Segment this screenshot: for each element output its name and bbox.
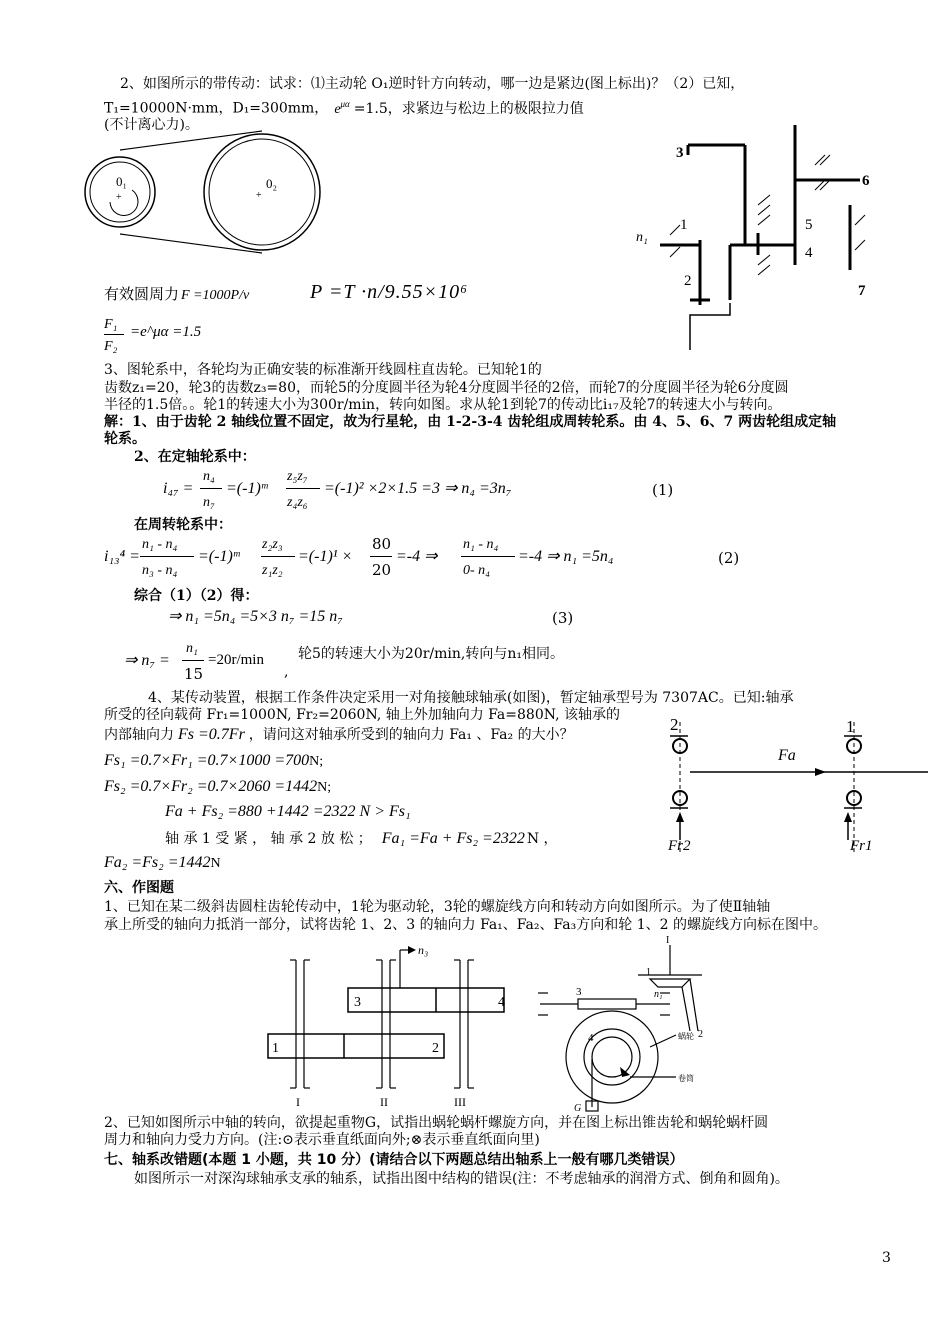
eq2-num2: n₁ - n₄ — [463, 537, 499, 552]
o1-label: 0₁ — [116, 174, 128, 189]
eq2-80: 80 — [372, 535, 392, 553]
fr1-label: Fr1 — [850, 838, 873, 854]
eq3-number: (3) — [552, 609, 574, 627]
ratio-rhs: =e^μα =1.5 — [130, 324, 202, 340]
p4-line3: 内部轴向力 Fs =0.7Fr ，请问这对轴承所受到的轴向力 Fa₁ 、Fa₂ 的大小？ — [104, 726, 574, 743]
belt-drive-figure — [80, 138, 330, 248]
gear5-label: 5 — [805, 217, 813, 233]
p4-eq1: Fs₁ =0.7×Fr₁ =0.7×1000 =700N; — [104, 752, 324, 769]
shaft-III-label: III — [454, 1095, 466, 1109]
s6-line1: 1、已知在某二级斜齿圆柱齿轮传动中，1轮为驱动轮，3轮的螺旋线方向和转动方向如图所示。为了使Ⅱ轴轴 — [104, 899, 771, 915]
o2-label: 0₂ — [266, 176, 278, 191]
p3-solution1b: 轮系。 — [104, 431, 146, 447]
worm-1-label: 1 — [646, 967, 651, 978]
drum-label: 卷筒 — [678, 1074, 694, 1083]
p4-eq3: Fa + Fs₂ =880 +1442 =2322 N > Fs₁ — [165, 803, 411, 820]
s7-line1: 如图所示一对深沟球轴承支承的轴系，试指出图中结构的错误(注：不考虑轴承的润滑方式、倒角和圆角)。 — [134, 1171, 789, 1187]
bearing2-label: 2 — [670, 715, 679, 734]
p2-line3: (不计离心力)。 — [104, 117, 199, 133]
s6-line3: 2、已知如图所示中轴的转向，欲提起重物G，试指出蜗轮蜗杆螺旋方向，并在图上标出锥齿轮和蜗轮蜗杆圆 — [104, 1115, 769, 1131]
gear6-label: 6 — [862, 173, 870, 189]
eq1-n7: n₇ — [203, 495, 215, 510]
bearing-figure — [660, 712, 940, 860]
eq4-num: n₁ — [186, 641, 198, 656]
p4-line1: 4、某传动装置，根据工作条件决定采用一对角接触球轴承(如图)，暂定轴承型号为 7307AC。已知:轴承 — [148, 690, 794, 706]
shaft-II-label: II — [380, 1095, 388, 1109]
helical-gear-figure — [260, 940, 510, 1110]
p3-step4: 综合（1）（2）得： — [134, 588, 259, 604]
eq1-lhs: i₄₇ = — [163, 480, 194, 497]
p4-line2: 所受的径向载荷 Fr₁=1000N, Fr₂=2060N, 轴上外加轴向力 Fa=880N, 该轴承的 — [104, 707, 620, 723]
gear3-label: 3 — [676, 145, 684, 161]
worm-3-label: 3 — [576, 986, 582, 998]
worm-gear-figure — [530, 935, 730, 1115]
svg-text:+: + — [256, 190, 262, 201]
eq4-comma: , — [284, 664, 289, 680]
eq2-z12: z₁z₂ — [262, 563, 283, 578]
eq2-num1: n₁ - n₄ — [142, 537, 178, 552]
formula-effective-force: 有效圆周力 F =1000P/v — [104, 285, 250, 303]
eq2-den1: n₃ - n₄ — [142, 563, 178, 578]
g1-label: 1 — [272, 1041, 279, 1056]
s6-line2: 承上所受的轴向力抵消一部分，试将齿轮 1、2、3 的轴向力 Fa₁、Fa₂、Fa₃方向和轮 1、2 的螺旋线方向标在图中。 — [104, 917, 827, 933]
eq4-lhs: ⇒ n₇ = — [124, 652, 170, 669]
eq2-mid2: =(-1)¹ × — [298, 548, 353, 565]
eq2-20: 20 — [372, 561, 392, 579]
ratio-den: F₂ — [104, 339, 118, 354]
p3-step3: 在周转轮系中： — [134, 517, 232, 533]
gear-train-figure — [630, 125, 890, 355]
page-number: 3 — [882, 1250, 891, 1266]
p3-line3: 半径的1.5倍。。轮1的转速大小为300r/min，转向如图。求从轮1到轮7的传动比i₁₇及轮7的转速大小与转向。 — [104, 397, 782, 413]
section6-title: 六、作图题 — [104, 880, 174, 896]
n3-label: n₃ — [418, 943, 429, 957]
gear2-label: 2 — [684, 273, 692, 289]
s6-line4: 周力和轴向力受力方向。(注:⊙表示垂直纸面向外;⊗表示垂直纸面向里) — [104, 1132, 540, 1148]
eq1-n4: n₄ — [203, 469, 215, 484]
shaft-I-label: I — [296, 1095, 300, 1109]
eq4-den: 15 — [184, 665, 204, 683]
eq2-lhs: i₁₃⁴ = — [104, 548, 140, 565]
bearing1-label: 1 — [846, 717, 855, 736]
worm-4-label: 4 — [588, 1032, 594, 1044]
p4-eq2: Fs₂ =0.7×Fr₂ =0.7×2060 =1442N; — [104, 778, 332, 795]
fr2-label: Fr2 — [668, 838, 691, 854]
eq3: ⇒ n₁ =5n₄ =5×3 n₇ =15 n₇ — [168, 608, 343, 625]
worm-shaft-I-label: I — [666, 935, 670, 946]
n1-label: n₁ — [636, 230, 648, 245]
ratio-num: F₁ — [104, 317, 118, 332]
g3-label: 3 — [354, 995, 361, 1010]
p3-line1: 3、图轮系中，各轮均为正确安装的标准渐开线圆柱直齿轮。已知轮1的 — [104, 362, 542, 378]
eq2-number: (2) — [718, 549, 740, 567]
p4-eq5: Fa₂ =Fs₂ =1442N — [104, 854, 221, 871]
eq2-mid3: =-4 ⇒ — [396, 548, 438, 565]
gear7-label: 7 — [858, 283, 866, 299]
eq4-rhs: =20r/min — [208, 652, 264, 668]
gear4-label: 4 — [805, 245, 813, 261]
p2-line2: T₁=10000N·mm，D₁=300mm， $e^{\mu\alpha} =1.5$，求紧边与松边上的极限拉力值 — [104, 99, 584, 117]
eq1-z57: z₅z₇ — [287, 469, 308, 484]
eq2-z23: z₂z₃ — [262, 537, 283, 552]
fa-label: Fa — [778, 747, 796, 764]
section7-title: 七、轴系改错题(本题 1 小题，共 10 分）(请结合以下两题总结出轴系上一般有哪几类错误） — [104, 1152, 684, 1168]
eq2-rhs: =-4 ⇒ n₁ =5n₄ — [518, 548, 614, 565]
eq1-z46: z₄z₆ — [287, 495, 308, 510]
eq2-mid: =(-1)ᵐ — [198, 548, 240, 565]
formula-power: P =T ·n/9.55×10⁶ — [310, 281, 469, 303]
g4-label: 4 — [498, 995, 505, 1010]
p4-eq4: 轴 承 1 受 紧 ， 轴 承 2 放 松 ； Fa₁ =Fa + Fs₂ =2322 N ， — [165, 830, 558, 847]
p2-line1: 2、如图所示的带传动：试求：⑴主动轮 O₁逆时针方向转动，哪一边是紧边(图上标出)？（2）已知， — [120, 76, 745, 92]
worm-2-label: 2 — [698, 1029, 703, 1040]
p3-step2: 2、在定轴轮系中： — [134, 449, 256, 465]
weight-G-label: G — [574, 1103, 582, 1114]
eq1-rhs: =(-1)² ×2×1.5 =3 ⇒ n₄ =3n₇ — [324, 480, 512, 497]
eq4-note: 轮5的转速大小为20r/min,转向与n₁相同。 — [298, 646, 564, 662]
worm-n1-label: n₁ — [654, 989, 663, 1000]
worm-wheel-label: 蜗轮 — [678, 1032, 694, 1041]
eq1-number: (1) — [652, 481, 674, 499]
p3-solution1: 解：1、由于齿轮 2 轴线位置不固定，故为行星轮，由 1-2-3-4 齿轮组成周转轮系。由 4、5、6、7 两齿轮组成定轴 — [104, 414, 837, 430]
eq1-mid: =(-1)ᵐ — [226, 480, 268, 497]
gear1-label: 1 — [680, 217, 688, 233]
p3-line2: 齿数z₁=20，轮3的齿数z₃=80，而轮5的分度圆半径为轮4分度圆半径的2倍，而轮7的分度圆半径为轮6分度圆 — [104, 380, 789, 396]
g2-label: 2 — [432, 1041, 439, 1056]
driven-pulley — [204, 134, 320, 250]
svg-text:+: + — [116, 192, 122, 203]
eq2-den2: 0- n₄ — [463, 563, 491, 578]
